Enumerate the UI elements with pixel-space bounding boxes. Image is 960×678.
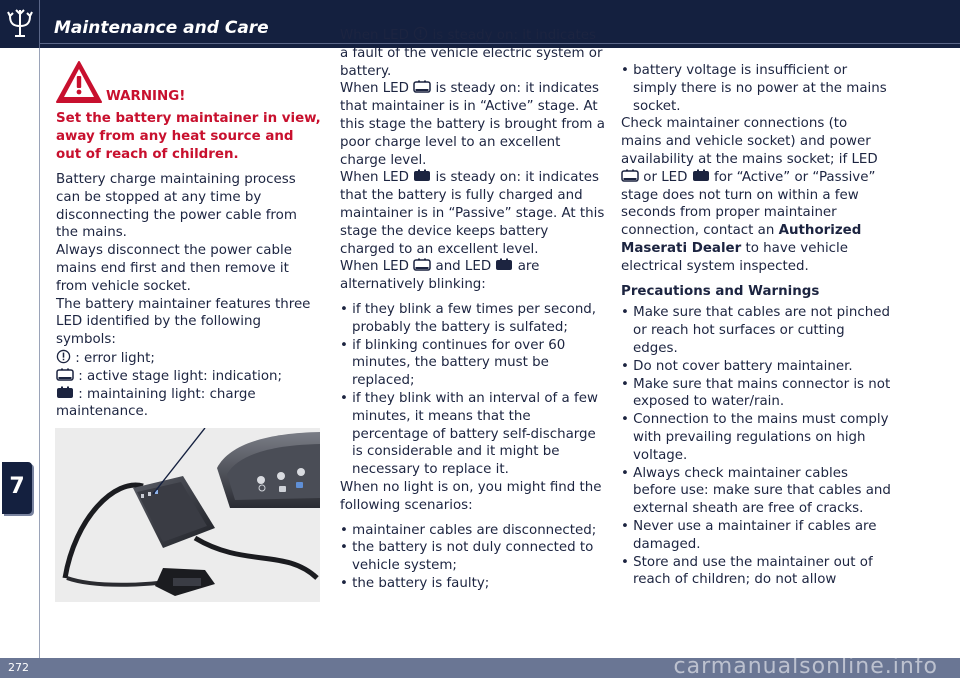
text-span: When LED [340, 259, 409, 275]
column-left [56, 171, 322, 421]
maintaining-led-icon [56, 386, 74, 400]
column-right [621, 62, 891, 589]
list-item: • Make sure that mains connector is not exposed to water/rain. [621, 376, 891, 410]
text-span: or LED [643, 169, 688, 185]
paragraph: When no light is on, you might find the following scenarios: [340, 479, 602, 513]
led-legend-error [56, 349, 322, 368]
warning-text: Set the battery maintainer in view, away from any heat source and out of reach of children. [56, 111, 321, 162]
paragraph [621, 115, 891, 275]
active-stage-led-icon [621, 169, 639, 183]
list-item: • Always check maintainer cables before use: make sure that cables and external sheath are free of cracks. [621, 465, 891, 517]
margin-rule [39, 48, 40, 658]
text-span: When LED [340, 28, 409, 43]
led-legend-maint [56, 386, 322, 422]
list-item: • Store and use the maintainer out of reach of children; do not allow [621, 554, 873, 588]
text-span: When LED [340, 170, 409, 186]
maintaining-led-icon [413, 169, 431, 183]
list-item: • if blinking continues for over 60 minutes, the battery must be replaced; [340, 337, 566, 389]
chapter-title: Maintenance and Care [54, 18, 269, 38]
footer-bar [0, 654, 960, 678]
list-item: • maintainer cables are disconnected; [340, 522, 597, 538]
chapter-number: 7 [9, 474, 25, 499]
warning-heading [56, 58, 326, 106]
list-item: • if they blink a few times per second, probably the battery is sulfated; [340, 301, 597, 335]
text-span: for “Active” or “Passive” stage does not turn on within a few seconds from proper maintainer connection, contact an [621, 169, 876, 239]
battery-maintainer-illustration [55, 428, 320, 602]
led-legend-active [56, 368, 322, 386]
paragraph [340, 80, 606, 169]
section-heading: Precautions and Warnings [621, 283, 820, 299]
text-span: are alternatively blinking: [340, 259, 540, 293]
text-span: When LED [340, 81, 409, 97]
error-led-icon [413, 26, 428, 41]
list-item: • Make sure that cables are not pinched or reach hot surfaces or cutting edges. [621, 305, 890, 356]
paragraph: Always disconnect the power cable mains end first and then remove it from vehicle socket. [56, 243, 292, 294]
active-stage-led-icon [413, 258, 431, 272]
active-stage-led-icon [413, 80, 431, 94]
text-span: to have vehicle electrical system inspected. [621, 240, 848, 274]
led-legend-text: : active stage light: indication; [78, 368, 283, 384]
list-item: • the battery is not duly connected to vehicle system; [340, 540, 594, 574]
error-led-icon [56, 349, 71, 364]
paragraph [340, 26, 606, 80]
text-span: is steady on: it indicates a fault of the vehicle electric system or battery. [340, 28, 603, 79]
maintaining-led-icon [495, 258, 513, 272]
chapter-tab[interactable] [2, 462, 32, 514]
maintainer-drawing [55, 428, 320, 602]
warning-label: WARNING! [106, 89, 186, 104]
list-item: • if they blink with an interval of a few minutes, it means that the percentage of battery self-discharge is considerable and it might be necessary to replace it. [340, 390, 598, 478]
maserati-logo [0, 0, 40, 48]
page-number: 272 [8, 661, 29, 674]
maintaining-led-icon [692, 169, 710, 183]
list-item: • battery voltage is insufficient or simply there is no power at the mains socket. [621, 63, 887, 114]
led-legend-text: : maintaining light: charge maintenance. [56, 386, 256, 420]
paragraph: Battery charge maintaining process can be stopped at any time by disconnecting the power cable from the mains. [56, 172, 297, 241]
list-item: • the battery is faulty; [340, 575, 490, 591]
active-stage-led-icon [56, 368, 74, 382]
led-legend-text: : error light; [75, 350, 155, 366]
list-item: • Do not cover battery maintainer. [621, 358, 853, 374]
dealer-name: Authorized Maserati Dealer [621, 223, 862, 256]
column-middle [340, 26, 606, 593]
warning-triangle-icon [56, 60, 102, 104]
paragraph [340, 258, 606, 294]
list-item: • Never use a maintainer if cables are damaged. [621, 518, 877, 552]
text-span: is steady on: it indicates that the battery is fully charged and maintainer is in “Passive” stage. At this stage the device keeps battery charged to an excellent level. [340, 170, 605, 257]
text-span: and LED [435, 259, 492, 275]
list-item: • Connection to the mains must comply with prevailing regulations on high voltage. [621, 412, 889, 463]
text-span: is steady on: it indicates that maintainer is in “Active” stage. At this stage the battery is brought from a poor charge level to an excellent charge level. [340, 81, 605, 168]
paragraph: The battery maintainer features three LED identified by the following symbols: [56, 296, 311, 348]
text-span: Check maintainer connections (to mains and vehicle socket) and power availability at the mains socket; if LED [621, 116, 878, 167]
watermark: carmanualsonline.info [673, 654, 938, 678]
paragraph [340, 169, 606, 258]
trident-icon [6, 8, 34, 38]
